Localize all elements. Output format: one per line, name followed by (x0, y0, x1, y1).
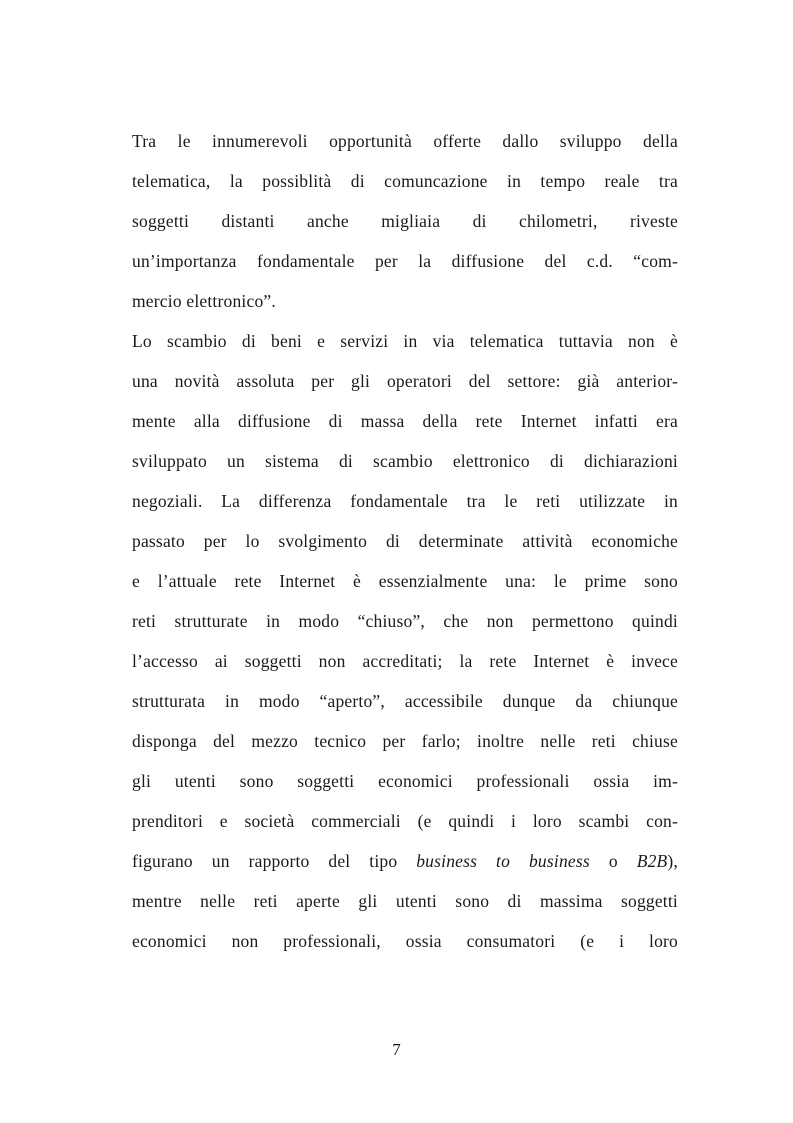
text-line: Lo scambio di beni e servizi in via telematica tuttavia non è (132, 331, 678, 351)
text-line: prenditori e società commerciali (e quindi i loro scambi con- (132, 811, 678, 831)
text-line: economici non professionali, ossia consumatori (e i loro (132, 931, 678, 951)
page-number: 7 (392, 1040, 401, 1059)
text-line: disponga del mezzo tecnico per farlo; inoltre nelle reti chiuse (132, 731, 678, 751)
text-line: mente alla diffusione di massa della rete Internet infatti era (132, 411, 678, 431)
text-line: mercio elettronico”. (132, 291, 276, 311)
text-fragment: figurano un rapporto del tipo (132, 851, 398, 871)
text-line: l’accesso ai soggetti non accreditati; la rete Internet è invece (132, 651, 678, 671)
text-line: sviluppato un sistema di scambio elettronico di dichiarazioni (132, 451, 678, 471)
text-line: passato per lo svolgimento di determinate attività economiche (132, 531, 678, 551)
text-line: mentre nelle reti aperte gli utenti sono di massima soggetti (132, 891, 678, 911)
text-fragment: ), (667, 851, 679, 871)
italic-term: B2B (636, 851, 668, 871)
text-fragment: o (608, 851, 618, 871)
text-line: e l’attuale rete Internet è essenzialmente una: le prime sono (132, 571, 678, 591)
italic-term: business to business (416, 851, 590, 871)
text-line-with-italics (132, 841, 678, 881)
body-text (132, 121, 678, 961)
text-line: gli utenti sono soggetti economici professionali ossia im- (132, 771, 678, 791)
text-line: un’importanza fondamentale per la diffusione del c.d. “com- (132, 251, 678, 271)
text-line: reti strutturate in modo “chiuso”, che non permettono quindi (132, 611, 678, 631)
text-line: Tra le innumerevoli opportunità offerte dallo sviluppo della (132, 131, 678, 151)
text-line: negoziali. La differenza fondamentale tra le reti utilizzate in (132, 491, 678, 511)
text-line: soggetti distanti anche migliaia di chilometri, riveste (132, 211, 678, 231)
text-line: una novità assoluta per gli operatori del settore: già anterior- (132, 371, 678, 391)
text-line: strutturata in modo “aperto”, accessibile dunque da chiunque (132, 691, 678, 711)
text-line: telematica, la possiblità di comuncazione in tempo reale tra (132, 171, 678, 191)
